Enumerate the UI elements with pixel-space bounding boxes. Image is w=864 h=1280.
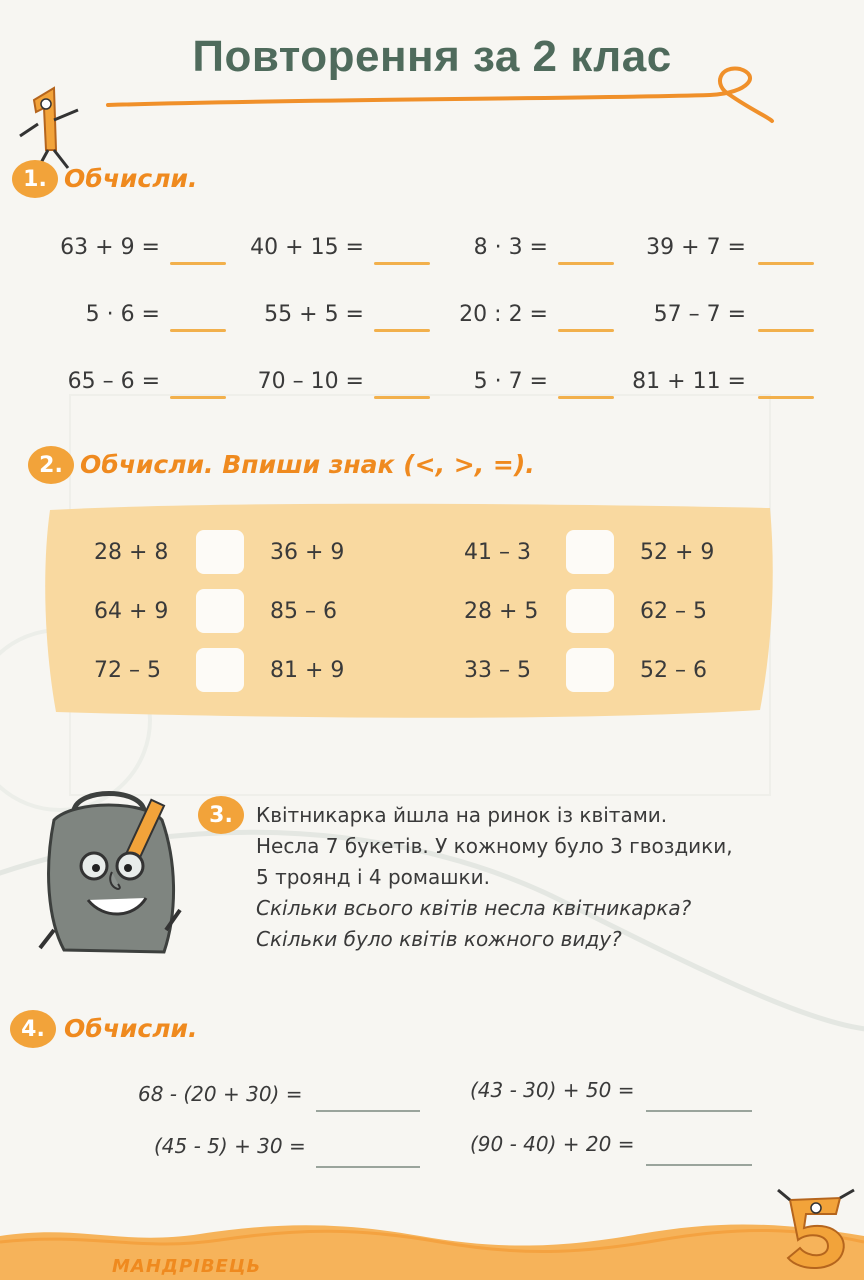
sign-box[interactable] bbox=[196, 589, 244, 633]
sign-box[interactable] bbox=[196, 648, 244, 692]
answer-line[interactable] bbox=[646, 1164, 752, 1166]
answer-line[interactable] bbox=[316, 1166, 420, 1168]
compare-right: 85 – 6 bbox=[270, 599, 337, 624]
task1-number-badge: 1. bbox=[12, 160, 58, 198]
answer-blank[interactable] bbox=[558, 396, 614, 399]
answer-blank[interactable] bbox=[374, 396, 430, 399]
compare-left: 41 – 3 bbox=[464, 540, 531, 565]
sign-box[interactable] bbox=[566, 589, 614, 633]
task1-expr: 57 – 7 = bbox=[653, 302, 746, 327]
task3-number-badge: 3. bbox=[198, 796, 244, 834]
number-five-mascot-icon bbox=[770, 1188, 860, 1276]
task1-expr: 55 + 5 = bbox=[264, 302, 364, 327]
compare-right: 62 – 5 bbox=[640, 599, 707, 624]
answer-blank[interactable] bbox=[170, 329, 226, 332]
answer-blank[interactable] bbox=[170, 396, 226, 399]
sign-box[interactable] bbox=[566, 648, 614, 692]
task3-question: Скільки всього квітів несла квітникарка? bbox=[256, 896, 692, 920]
page-title: Повторення за 2 клас bbox=[192, 32, 672, 81]
sign-box[interactable] bbox=[566, 530, 614, 574]
task1-expr: 65 – 6 = bbox=[67, 369, 160, 394]
task1-expr: 63 + 9 = bbox=[60, 235, 160, 260]
answer-blank[interactable] bbox=[758, 396, 814, 399]
compare-left: 28 + 8 bbox=[94, 540, 169, 565]
compare-left: 64 + 9 bbox=[94, 599, 169, 624]
task4-expr: (90 - 40) + 20 = bbox=[470, 1132, 635, 1156]
answer-blank[interactable] bbox=[374, 329, 430, 332]
task1-expr: 40 + 15 = bbox=[250, 235, 364, 260]
task4-expr: (43 - 30) + 50 = bbox=[470, 1078, 635, 1102]
task4-expr: (45 - 5) + 30 = bbox=[154, 1134, 306, 1158]
compare-right: 81 + 9 bbox=[270, 658, 345, 683]
answer-blank[interactable] bbox=[758, 262, 814, 265]
task2-number-badge: 2. bbox=[28, 446, 74, 484]
compare-right: 36 + 9 bbox=[270, 540, 345, 565]
task1-expr: 70 – 10 = bbox=[257, 369, 364, 394]
compare-left: 28 + 5 bbox=[464, 599, 539, 624]
task1-expr: 5 · 6 = bbox=[85, 302, 160, 327]
task1-expr: 20 : 2 = bbox=[459, 302, 548, 327]
answer-blank[interactable] bbox=[558, 262, 614, 265]
compare-right: 52 – 6 bbox=[640, 658, 707, 683]
task3-line: 5 троянд і 4 ромашки. bbox=[256, 865, 490, 889]
task4-number-badge: 4. bbox=[10, 1010, 56, 1048]
task1-heading: Обчисли. bbox=[64, 164, 198, 193]
answer-blank[interactable] bbox=[558, 329, 614, 332]
answer-blank[interactable] bbox=[170, 262, 226, 265]
backpack-mascot-icon bbox=[34, 780, 184, 960]
task3-line: Квітникарка йшла на ринок із квітами. bbox=[256, 803, 668, 827]
task1-expr: 39 + 7 = bbox=[646, 235, 746, 260]
sign-box[interactable] bbox=[196, 530, 244, 574]
task3-line: Несла 7 букетів. У кожному було 3 гвоздики, bbox=[256, 834, 733, 858]
task4-heading: Обчисли. bbox=[64, 1014, 198, 1043]
compare-left: 33 – 5 bbox=[464, 658, 531, 683]
task2-heading: Обчисли. Впиши знак (<, >, =). bbox=[80, 450, 535, 479]
task1-expr: 5 · 7 = bbox=[473, 369, 548, 394]
task1-expr: 8 · 3 = bbox=[473, 235, 548, 260]
answer-line[interactable] bbox=[646, 1110, 752, 1112]
footer-brand: МАНДРІВЕЦЬ bbox=[112, 1256, 262, 1277]
task1-expr: 81 + 11 = bbox=[632, 369, 746, 394]
task3-text bbox=[256, 800, 733, 955]
task4-expr: 68 - (20 + 30) = bbox=[138, 1082, 303, 1106]
title-underline bbox=[100, 55, 780, 130]
answer-line[interactable] bbox=[316, 1110, 420, 1112]
task3-question: Скільки було квітів кожного виду? bbox=[256, 927, 622, 951]
compare-left: 72 – 5 bbox=[94, 658, 161, 683]
answer-blank[interactable] bbox=[758, 329, 814, 332]
compare-right: 52 + 9 bbox=[640, 540, 715, 565]
answer-blank[interactable] bbox=[374, 262, 430, 265]
